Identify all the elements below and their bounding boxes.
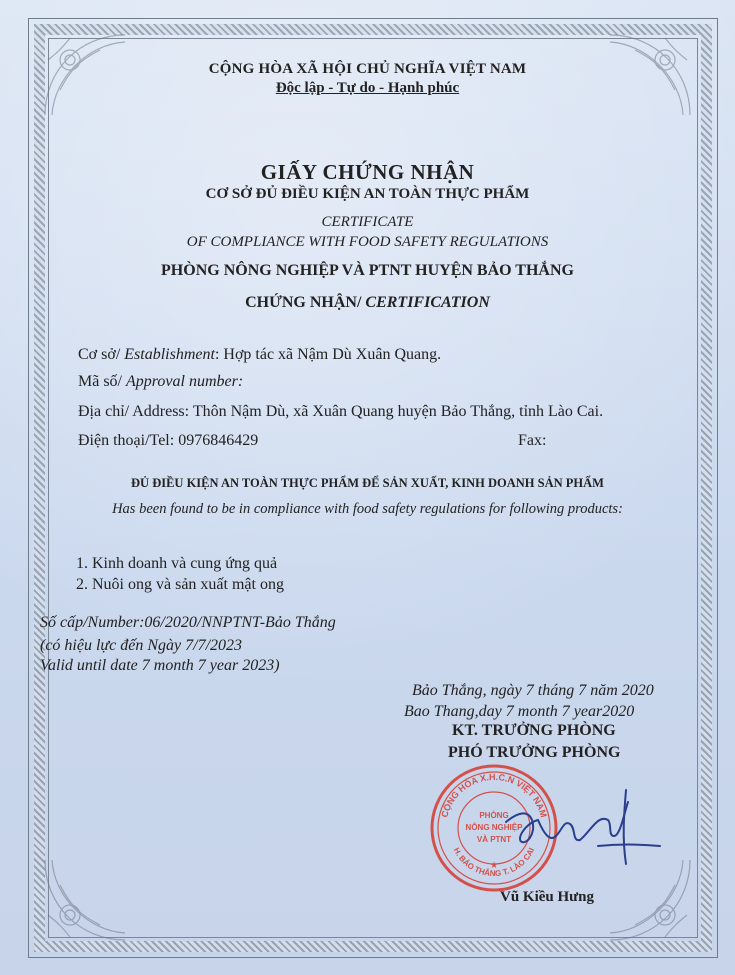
establishment-label-en: Establishment <box>124 346 215 363</box>
approval-row <box>78 373 243 391</box>
establishment-value: : Hợp tác xã Nậm Dù Xuân Quang. <box>214 346 442 363</box>
svg-text:★: ★ <box>489 860 499 870</box>
certification-label-vi: CHỨNG NHẬN/ <box>245 294 366 311</box>
phone-value: 0976846429 <box>178 432 259 449</box>
issue-date-en: Bao Thang,day 7 month 7 year2020 <box>404 703 635 720</box>
address-row <box>78 403 603 421</box>
national-name: CỘNG HÒA XÃ HỘI CHỦ NGHĨA VIỆT NAM <box>208 61 527 77</box>
validity-en: Valid until date 7 month 7 year 2023) <box>40 657 280 674</box>
address-value: Thôn Nậm Dù, xã Xuân Quang huyện Bảo Thắng, tỉnh Lào Cai. <box>192 403 604 420</box>
handwritten-signature-icon <box>498 784 668 874</box>
signer-name: Vũ Kiều Hưng <box>500 889 595 905</box>
signer-title-line1: KT. TRƯỞNG PHÒNG <box>452 722 616 739</box>
seal-inner-line1: PHÒNG <box>479 811 509 820</box>
certification-label-en: CERTIFICATION <box>365 294 490 311</box>
validity-vi: (có hiệu lực đến Ngày 7/7/2023 <box>40 637 243 654</box>
compliance-statement-en: Has been found to be in compliance with food safety regulations for following products: <box>112 501 623 517</box>
certificate-subtitle: CƠ SỞ ĐỦ ĐIỀU KIỆN AN TOÀN THỰC PHẨM <box>205 186 530 202</box>
establishment-row <box>78 346 441 364</box>
seal-outer-text: CỘNG HÒA X.H.C.N VIỆT NAM <box>439 771 549 819</box>
address-label: Địa chỉ/ Address: <box>78 403 193 420</box>
certificate-title: GIẤY CHỨNG NHẬN <box>260 160 475 184</box>
seal-bottom-text: H. BẢO THẮNG T. LÀO CAI <box>451 846 537 879</box>
certification-heading <box>0 294 735 312</box>
signer-title-line2: PHÓ TRƯỞNG PHÒNG <box>448 744 621 761</box>
national-motto: Độc lập - Tự do - Hạnh phúc <box>275 80 460 96</box>
seal-inner-line2: NÔNG NGHIỆP <box>465 823 523 832</box>
approval-label-en: Approval number: <box>126 373 244 390</box>
certificate-number: Số cấp/Number:06/2020/NNPTNT-Bảo Thắng <box>40 614 336 631</box>
issuing-authority: PHÒNG NÔNG NGHIỆP VÀ PTNT HUYỆN BẢO THẮNG <box>161 262 574 279</box>
approval-label-vi: Mã số/ <box>78 373 126 390</box>
phone-row <box>78 432 258 450</box>
corner-ornament-icon <box>40 855 130 945</box>
phone-label: Điện thoại/Tel: <box>78 432 179 449</box>
product-item: 2. Nuôi ong và sản xuất mật ong <box>76 576 284 593</box>
certificate-title-en-line2: OF COMPLIANCE WITH FOOD SAFETY REGULATIONS <box>186 234 549 250</box>
fax-label: Fax: <box>518 432 547 449</box>
issue-date-vi: Bảo Thắng, ngày 7 tháng 7 năm 2020 <box>412 682 654 699</box>
compliance-statement-vi: ĐỦ ĐIỀU KIỆN AN TOÀN THỰC PHẨM ĐỂ SẢN XUẤT, KINH DOANH SẢN PHẨM <box>131 476 604 490</box>
seal-inner-line3: VÀ PTNT <box>476 835 512 844</box>
establishment-label-vi: Cơ sở/ <box>78 346 125 363</box>
product-item: 1. Kinh doanh và cung ứng quả <box>76 555 278 572</box>
certificate-title-en-line1: CERTIFICATE <box>321 214 414 230</box>
